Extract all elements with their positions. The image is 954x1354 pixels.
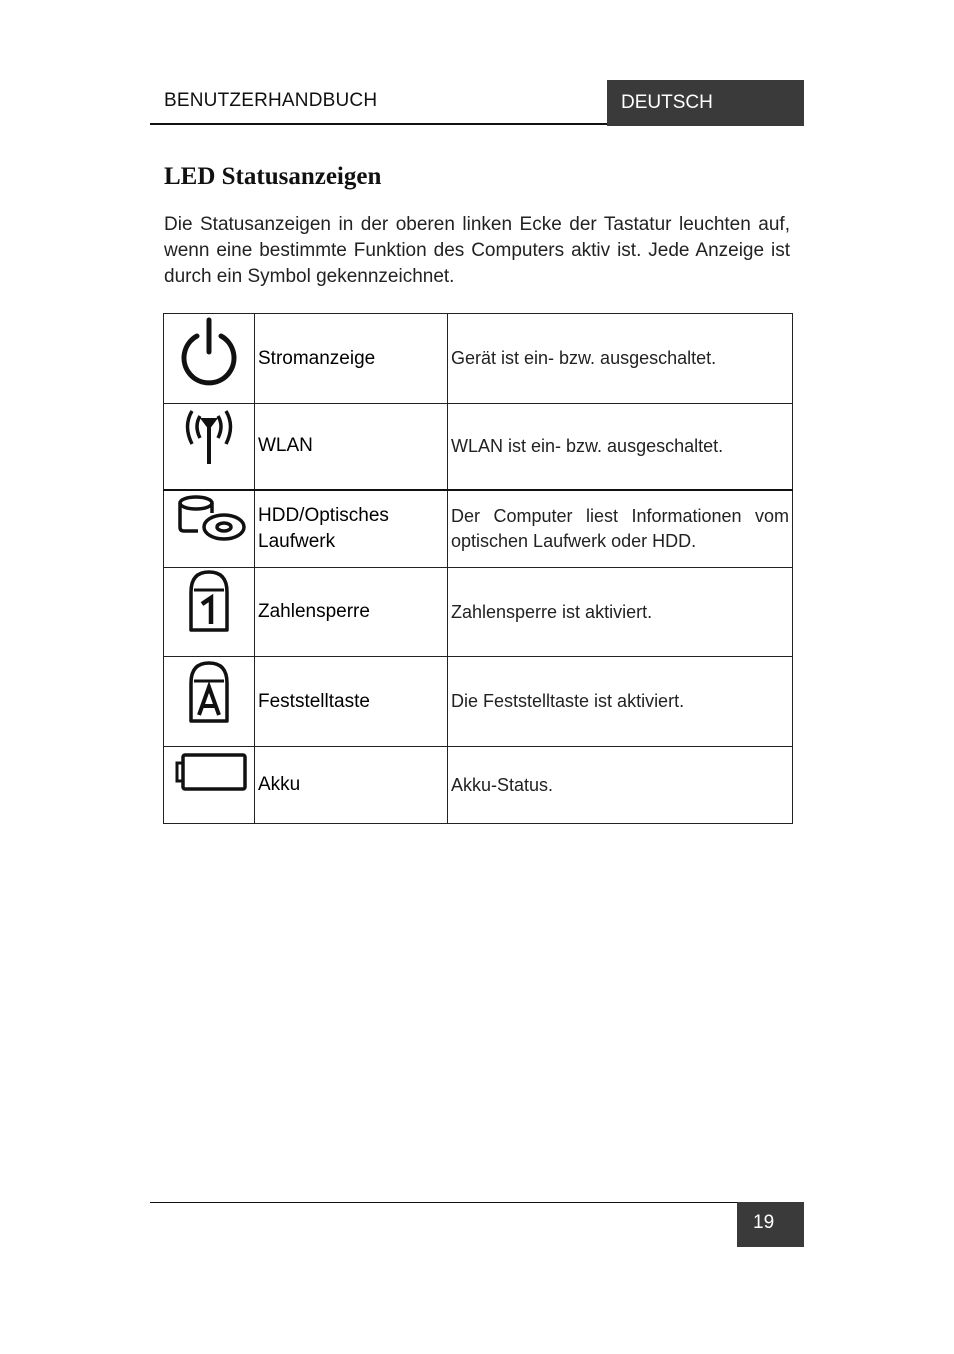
led-status-table [163, 313, 793, 824]
manual-title: BENUTZERHANDBUCH [164, 90, 378, 111]
led-description: Zahlensperre ist aktiviert. [448, 568, 793, 657]
power-icon [164, 314, 254, 394]
led-description: Akku-Status. [448, 747, 793, 824]
table-row [164, 404, 793, 490]
icon-cell [164, 657, 255, 747]
table-row [164, 568, 793, 657]
led-name: Stromanzeige [255, 314, 448, 404]
num-lock-icon [164, 568, 254, 636]
hdd-optical-drive-icon [164, 491, 254, 547]
table-row [164, 747, 793, 824]
led-description: Gerät ist ein- bzw. ausgeschaltet. [448, 314, 793, 404]
icon-cell [164, 490, 255, 568]
language-badge: DEUTSCH [607, 80, 804, 126]
intro-paragraph: Die Statusanzeigen in der oberen linken Ecke der Tastatur leuchten auf, wenn eine bestimmte Funktion des Computers aktiv ist. Jede Anzeige ist durch ein Symbol gekennzeichnet. [164, 214, 790, 287]
header-divider [150, 123, 608, 125]
icon-cell [164, 314, 255, 404]
led-name: Feststelltaste [255, 657, 448, 747]
battery-icon [164, 747, 254, 797]
page-number: 19 [737, 1202, 804, 1247]
led-name: WLAN [255, 404, 448, 490]
icon-cell [164, 568, 255, 657]
table-row [164, 314, 793, 404]
led-name: Zahlensperre [255, 568, 448, 657]
led-description: WLAN ist ein- bzw. ausgeschaltet. [448, 404, 793, 490]
section-title: LED Statusanzeigen [164, 163, 382, 190]
led-name: HDD/Optisches Laufwerk [255, 490, 448, 568]
wlan-antenna-icon [164, 404, 254, 474]
led-description: Der Computer liest Informationen vom optischen Laufwerk oder HDD. [448, 490, 793, 568]
led-description: Die Feststelltaste ist aktiviert. [448, 657, 793, 747]
icon-cell [164, 747, 255, 824]
table-row [164, 657, 793, 747]
icon-cell [164, 404, 255, 490]
caps-lock-icon [164, 657, 254, 727]
footer-divider [150, 1202, 740, 1203]
table-row [164, 490, 793, 568]
led-name: Akku [255, 747, 448, 824]
